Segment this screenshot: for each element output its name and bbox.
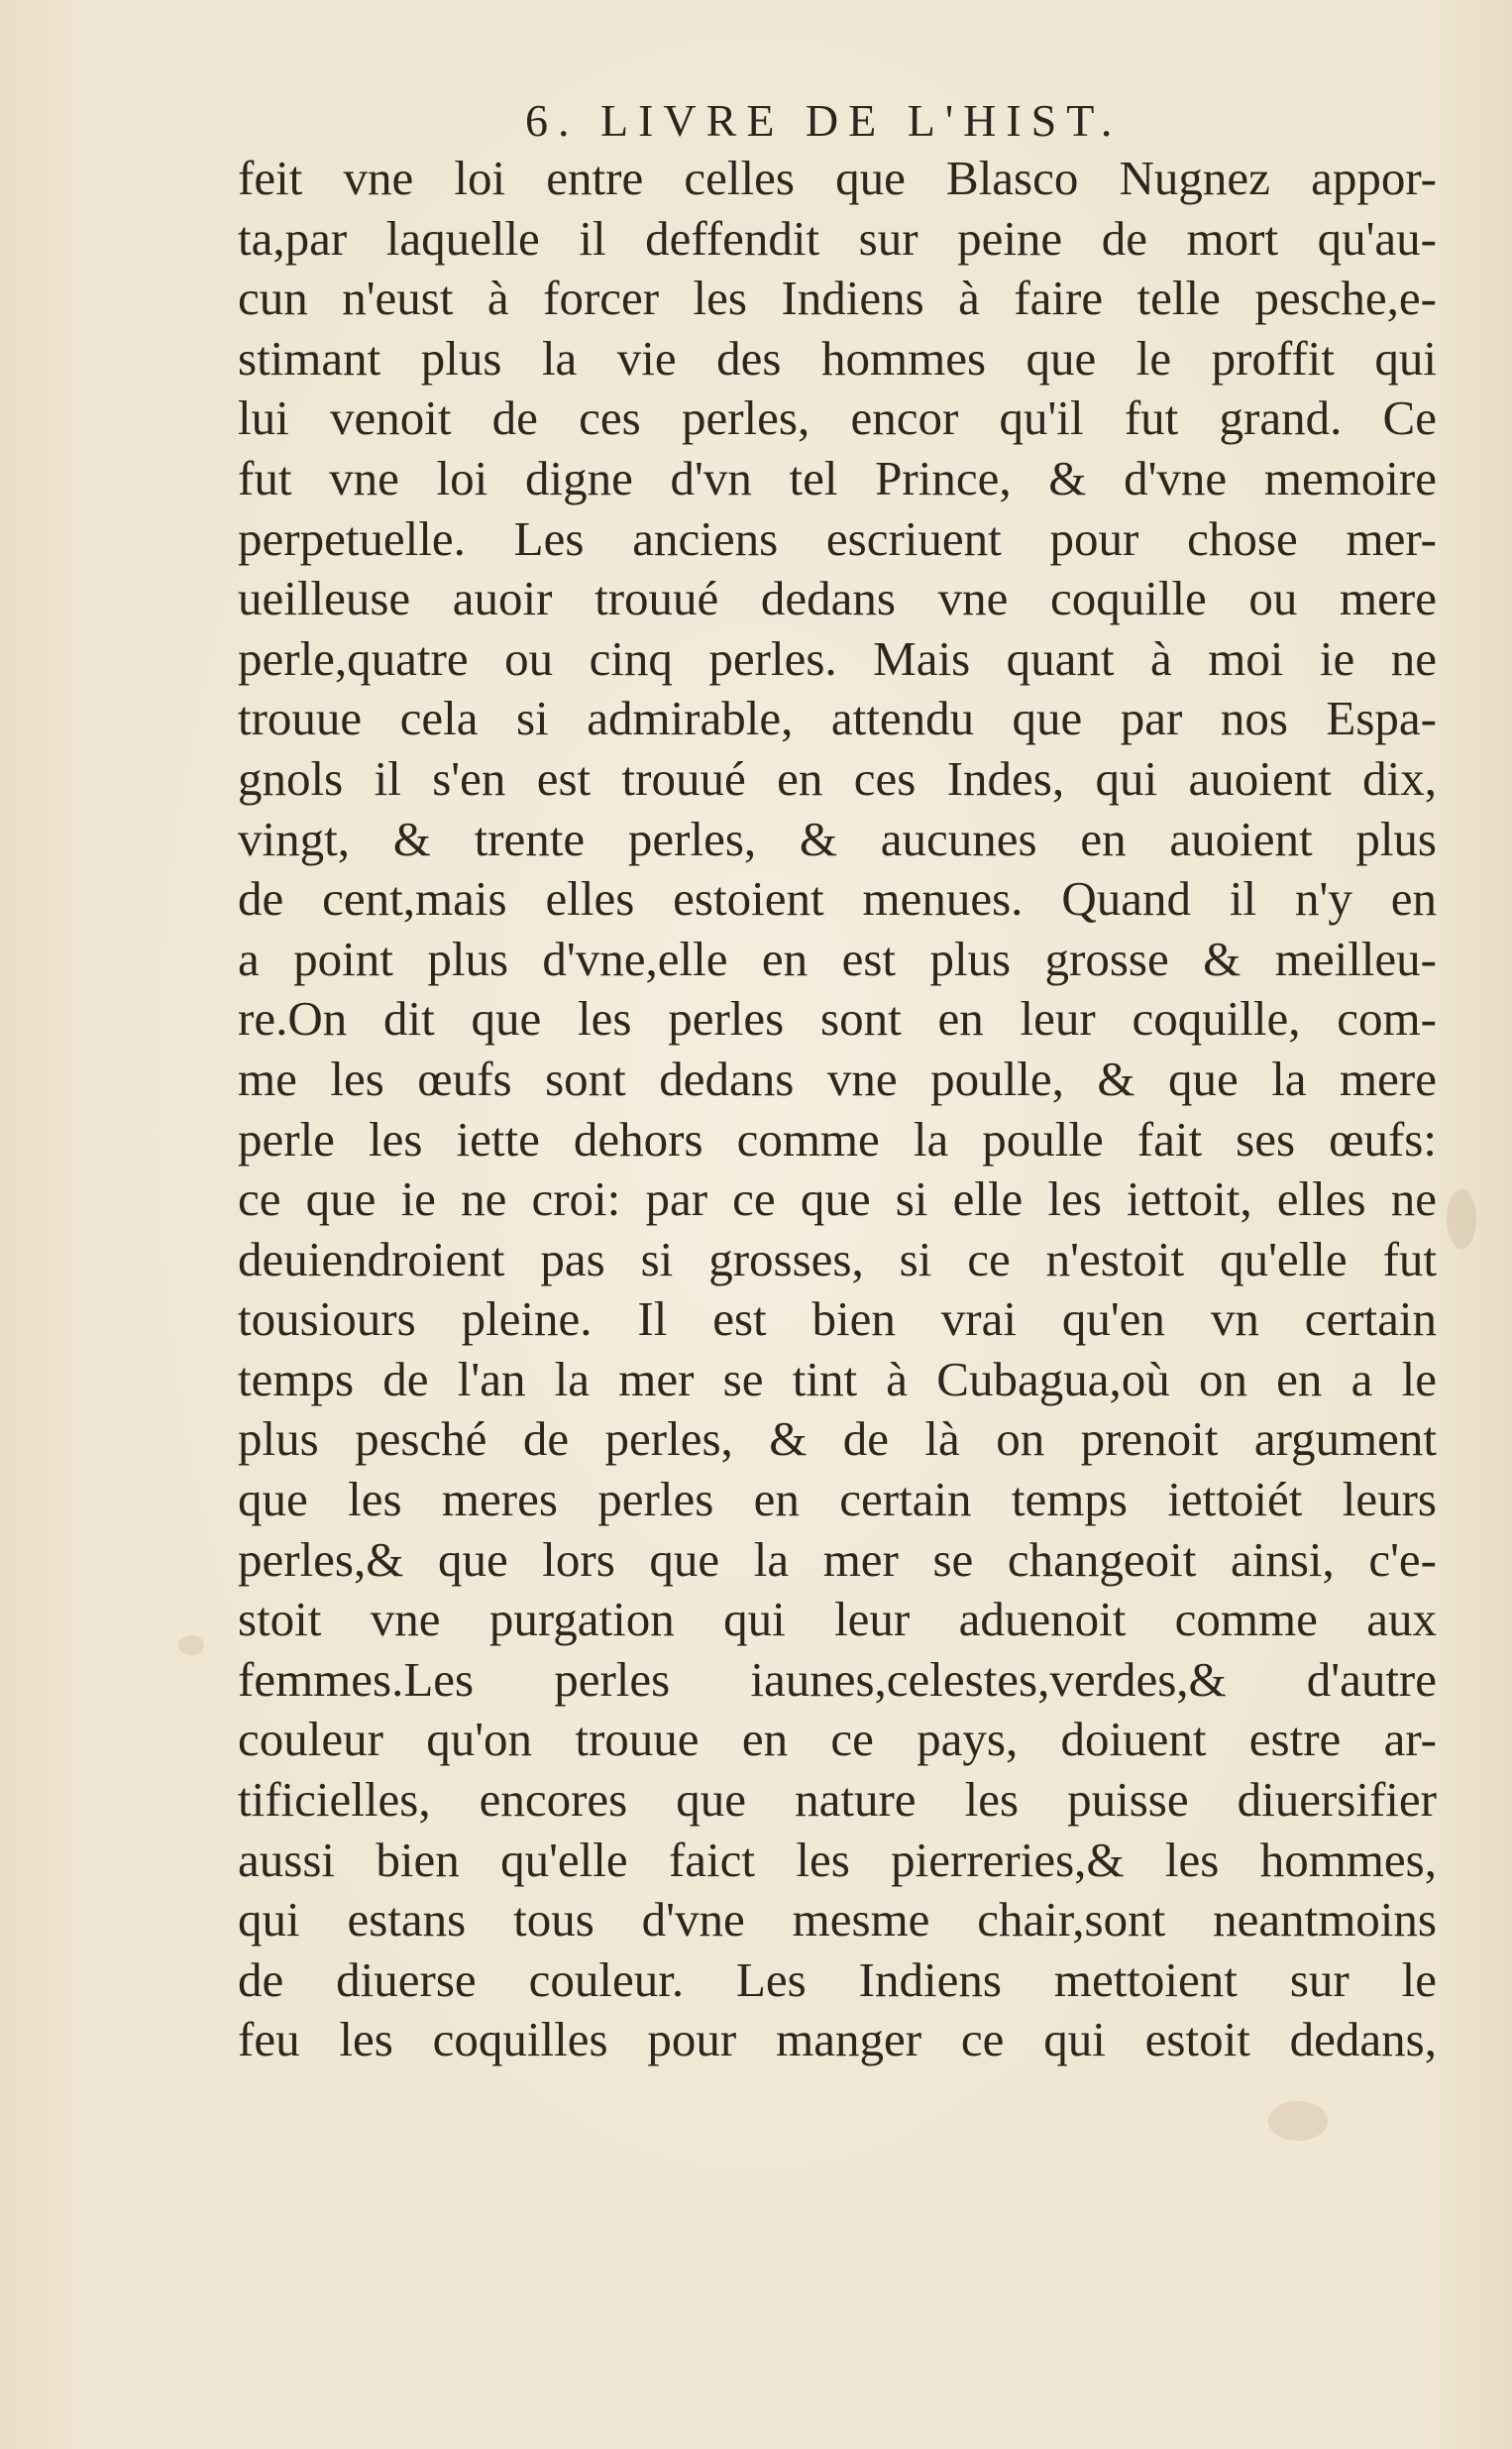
text-line: couleur qu'on trouue en ce pays, doiuent estre ar- bbox=[238, 1712, 1437, 1767]
text-line: qui estans tous d'vne mesme chair,sont neantmoins bbox=[238, 1892, 1437, 1948]
text-line: ta,par laquelle il deffendit sur peine de mort qu'au- bbox=[238, 210, 1437, 266]
text-line: me les œufs sont dedans vne poulle, & que la mere bbox=[238, 1051, 1437, 1106]
paper-stain bbox=[1268, 2101, 1328, 2141]
text-line: stoit vne purgation qui leur aduenoit comme aux bbox=[238, 1592, 1437, 1647]
text-line: cun n'eust à forcer les Indiens à faire telle pesche,e- bbox=[238, 271, 1437, 326]
text-line: lui venoit de ces perles, encor qu'il fut grand. Ce bbox=[238, 390, 1437, 446]
text-line: de cent,mais elles estoient menues. Quand il n'y en bbox=[238, 871, 1437, 927]
text-line: ce que ie ne croi: par ce que si elle les iettoit, elles ne bbox=[238, 1171, 1437, 1227]
body-text bbox=[238, 149, 1437, 2070]
text-line: perles,& que lors que la mer se changeoit ainsi, c'e- bbox=[238, 1531, 1437, 1587]
text-line: perpetuelle. Les anciens escriuent pour chose mer- bbox=[238, 510, 1437, 566]
text-line: a point plus d'vne,elle en est plus grosse & meilleu- bbox=[238, 931, 1437, 986]
text-line: feu les coquilles pour manger ce qui estoit dedans, bbox=[238, 2012, 1437, 2067]
text-line: temps de l'an la mer se tint à Cubagua,où on en a le bbox=[238, 1351, 1437, 1406]
text-line: vingt, & trente perles, & aucunes en auoient plus bbox=[238, 811, 1437, 866]
text-line: femmes.Les perles iaunes,celestes,verdes,& d'autre bbox=[238, 1651, 1437, 1707]
text-line: feit vne loi entre celles que Blasco Nugnez appor- bbox=[238, 151, 1437, 205]
text-line: perle les iette dehors comme la poulle fait ses œufs: bbox=[238, 1111, 1437, 1167]
paper-stain bbox=[1447, 1189, 1476, 1249]
text-line: que les meres perles en certain temps iettoiét leurs bbox=[238, 1472, 1437, 1527]
paper-stain bbox=[178, 1635, 204, 1655]
text-line: de diuerse couleur. Les Indiens mettoient sur le bbox=[238, 1951, 1437, 2007]
text-line: deuiendroient pas si grosses, si ce n'estoit qu'elle fut bbox=[238, 1231, 1437, 1286]
text-line: perle,quatre ou cinq perles. Mais quant à moi ie ne bbox=[238, 630, 1437, 686]
text-line: stimant plus la vie des hommes que le proffit qui bbox=[238, 330, 1437, 386]
text-line: gnols il s'en est trouué en ces Indes, qui auoient dix, bbox=[238, 750, 1437, 806]
text-line: re.On dit que les perles sont en leur coquille, com- bbox=[238, 991, 1437, 1047]
text-line: aussi bien qu'elle faict les pierreries,& les hommes, bbox=[238, 1832, 1437, 1887]
text-line: ueilleuse auoir trouué dedans vne coquille ou mere bbox=[238, 571, 1437, 626]
text-line: tificielles, encores que nature les puisse diuersifier bbox=[238, 1772, 1437, 1828]
running-head: 6. LIVRE DE L'HIST. bbox=[525, 95, 1123, 146]
text-line: trouue cela si admirable, attendu que par nos Espa- bbox=[238, 691, 1437, 746]
text-line: tousiours pleine. Il est bien vrai qu'en vn certain bbox=[238, 1291, 1437, 1347]
text-line: fut vne loi digne d'vn tel Prince, & d'vne memoire bbox=[238, 450, 1437, 505]
text-line: plus pesché de perles, & de là on prenoit argument bbox=[238, 1411, 1437, 1467]
